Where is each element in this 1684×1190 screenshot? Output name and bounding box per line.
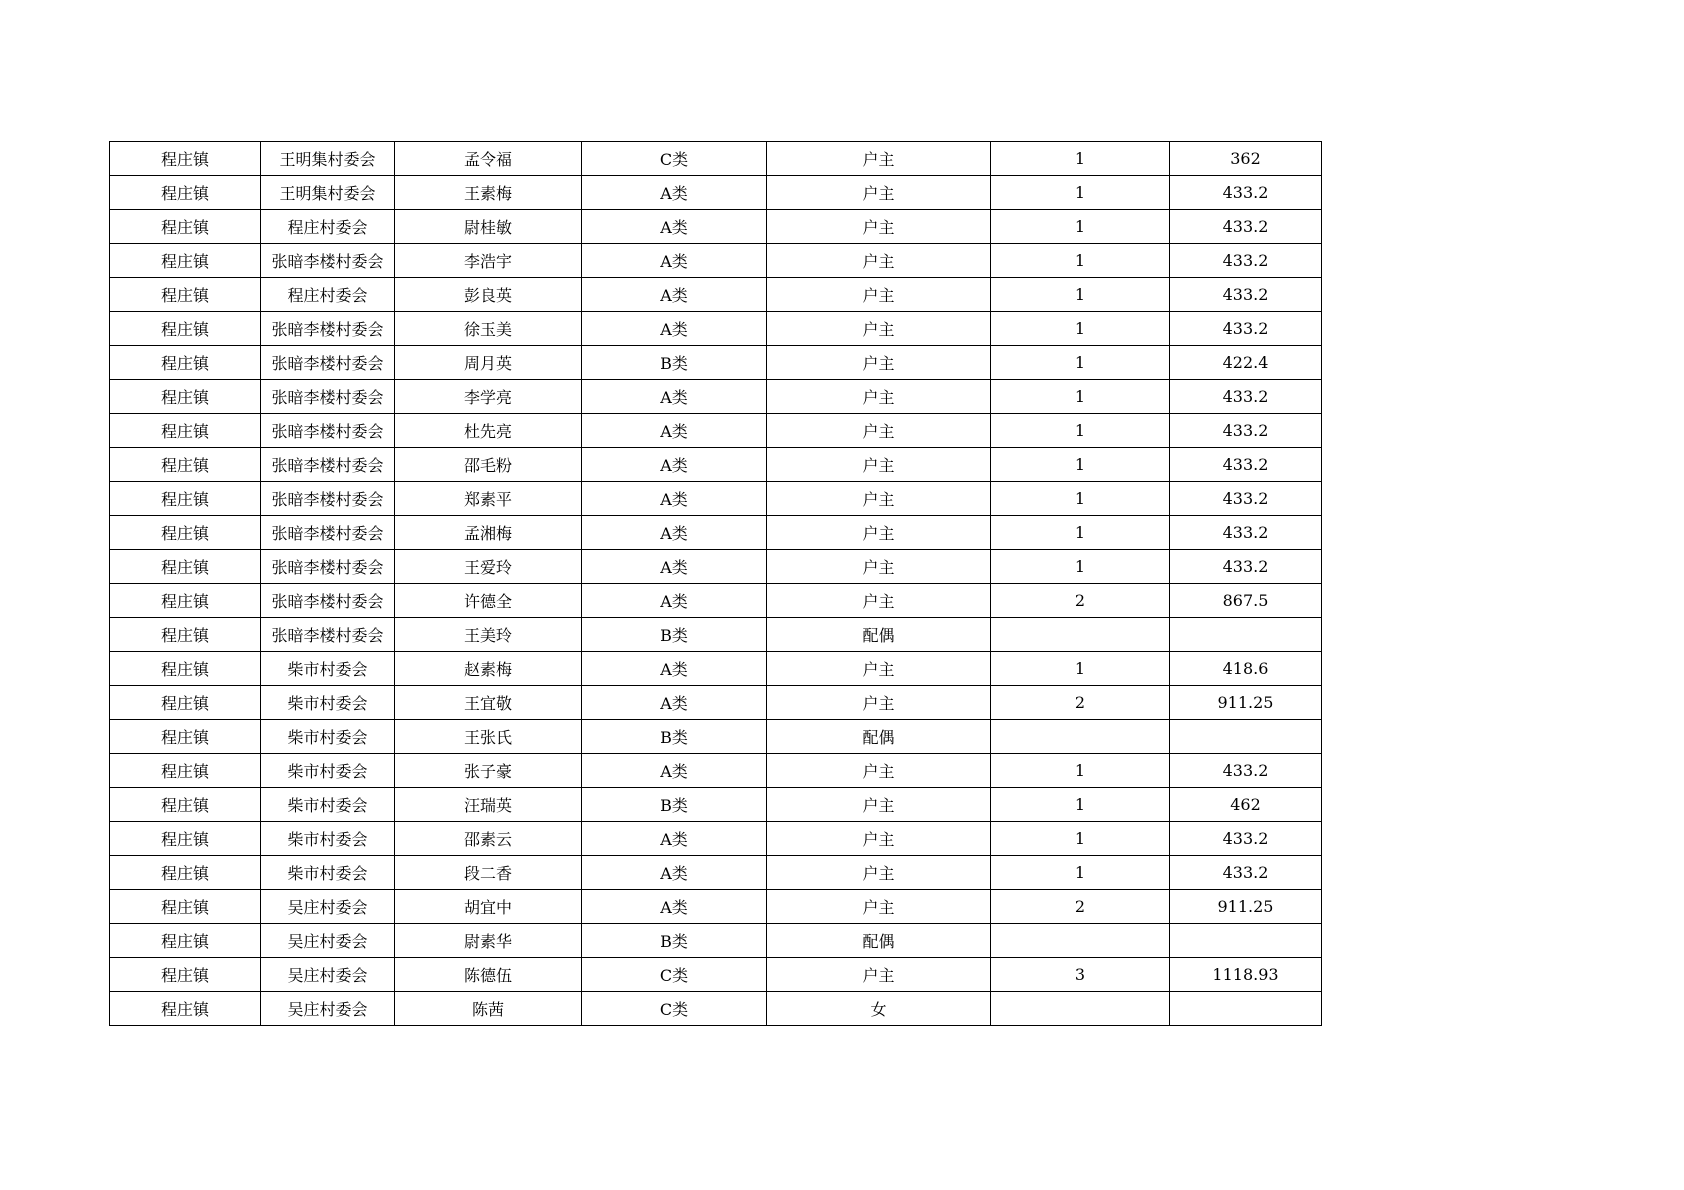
amount-cell: 433.2 (1170, 516, 1322, 550)
name-cell: 李浩宇 (395, 244, 582, 278)
village-committee-cell: 吴庄村委会 (261, 924, 395, 958)
village-committee-cell: 张暗李楼村委会 (261, 312, 395, 346)
table-row (110, 516, 1322, 550)
category-cell: C类 (582, 992, 767, 1026)
name-cell: 王爱玲 (395, 550, 582, 584)
relationship-cell: 配偶 (767, 720, 991, 754)
name-cell: 李学亮 (395, 380, 582, 414)
town-cell: 程庄镇 (110, 754, 261, 788)
amount-cell (1170, 992, 1322, 1026)
town-cell: 程庄镇 (110, 244, 261, 278)
household-size-cell: 1 (991, 754, 1170, 788)
household-size-cell: 3 (991, 958, 1170, 992)
category-cell: B类 (582, 924, 767, 958)
name-cell: 彭良英 (395, 278, 582, 312)
category-cell: A类 (582, 414, 767, 448)
name-cell: 王宜敬 (395, 686, 582, 720)
amount-cell: 362 (1170, 142, 1322, 176)
household-size-cell: 2 (991, 890, 1170, 924)
relationship-cell: 户主 (767, 244, 991, 278)
table-row (110, 958, 1322, 992)
category-cell: A类 (582, 754, 767, 788)
relationship-cell: 配偶 (767, 618, 991, 652)
town-cell: 程庄镇 (110, 176, 261, 210)
relationship-cell: 户主 (767, 380, 991, 414)
household-size-cell: 1 (991, 856, 1170, 890)
amount-cell: 911.25 (1170, 686, 1322, 720)
name-cell: 王素梅 (395, 176, 582, 210)
amount-cell: 433.2 (1170, 312, 1322, 346)
data-table (109, 141, 1322, 1026)
town-cell: 程庄镇 (110, 380, 261, 414)
name-cell: 杜先亮 (395, 414, 582, 448)
amount-cell: 1118.93 (1170, 958, 1322, 992)
category-cell: A类 (582, 482, 767, 516)
relationship-cell: 户主 (767, 142, 991, 176)
household-size-cell: 2 (991, 584, 1170, 618)
amount-cell: 433.2 (1170, 244, 1322, 278)
category-cell: C类 (582, 142, 767, 176)
village-committee-cell: 张暗李楼村委会 (261, 550, 395, 584)
table-row (110, 754, 1322, 788)
name-cell: 邵素云 (395, 822, 582, 856)
village-committee-cell: 柴市村委会 (261, 754, 395, 788)
town-cell: 程庄镇 (110, 992, 261, 1026)
town-cell: 程庄镇 (110, 822, 261, 856)
relationship-cell: 户主 (767, 210, 991, 244)
name-cell: 尉桂敏 (395, 210, 582, 244)
name-cell: 郑素平 (395, 482, 582, 516)
amount-cell (1170, 924, 1322, 958)
category-cell: B类 (582, 346, 767, 380)
town-cell: 程庄镇 (110, 618, 261, 652)
table-row (110, 924, 1322, 958)
table-row (110, 618, 1322, 652)
amount-cell: 867.5 (1170, 584, 1322, 618)
relationship-cell: 户主 (767, 176, 991, 210)
category-cell: A类 (582, 312, 767, 346)
table-row (110, 244, 1322, 278)
table-row (110, 482, 1322, 516)
table-row (110, 414, 1322, 448)
town-cell: 程庄镇 (110, 312, 261, 346)
household-size-cell: 1 (991, 550, 1170, 584)
table-row (110, 652, 1322, 686)
name-cell: 徐玉美 (395, 312, 582, 346)
category-cell: A类 (582, 244, 767, 278)
village-committee-cell: 程庄村委会 (261, 278, 395, 312)
table-row (110, 788, 1322, 822)
category-cell: B类 (582, 788, 767, 822)
amount-cell: 433.2 (1170, 754, 1322, 788)
table-row (110, 856, 1322, 890)
relationship-cell: 户主 (767, 856, 991, 890)
town-cell: 程庄镇 (110, 686, 261, 720)
category-cell: A类 (582, 856, 767, 890)
category-cell: B类 (582, 720, 767, 754)
relationship-cell: 户主 (767, 448, 991, 482)
amount-cell: 433.2 (1170, 550, 1322, 584)
relationship-cell: 户主 (767, 482, 991, 516)
table-row (110, 550, 1322, 584)
category-cell: A类 (582, 448, 767, 482)
category-cell: A类 (582, 278, 767, 312)
category-cell: A类 (582, 652, 767, 686)
household-size-cell (991, 924, 1170, 958)
village-committee-cell: 王明集村委会 (261, 176, 395, 210)
name-cell: 孟令福 (395, 142, 582, 176)
household-size-cell: 1 (991, 822, 1170, 856)
village-committee-cell: 柴市村委会 (261, 856, 395, 890)
category-cell: A类 (582, 686, 767, 720)
relationship-cell: 户主 (767, 550, 991, 584)
village-committee-cell: 柴市村委会 (261, 652, 395, 686)
category-cell: A类 (582, 210, 767, 244)
village-committee-cell: 张暗李楼村委会 (261, 380, 395, 414)
village-committee-cell: 张暗李楼村委会 (261, 244, 395, 278)
table-row (110, 346, 1322, 380)
amount-cell: 433.2 (1170, 414, 1322, 448)
amount-cell (1170, 720, 1322, 754)
town-cell: 程庄镇 (110, 448, 261, 482)
name-cell: 汪瑞英 (395, 788, 582, 822)
village-committee-cell: 柴市村委会 (261, 720, 395, 754)
relationship-cell: 户主 (767, 346, 991, 380)
household-size-cell: 1 (991, 482, 1170, 516)
name-cell: 陈茜 (395, 992, 582, 1026)
relationship-cell: 户主 (767, 312, 991, 346)
amount-cell: 433.2 (1170, 278, 1322, 312)
relationship-cell: 户主 (767, 516, 991, 550)
household-size-cell: 1 (991, 142, 1170, 176)
amount-cell: 433.2 (1170, 210, 1322, 244)
name-cell: 王张氏 (395, 720, 582, 754)
table-row (110, 992, 1322, 1026)
table-row (110, 448, 1322, 482)
household-size-cell: 1 (991, 244, 1170, 278)
amount-cell (1170, 618, 1322, 652)
household-size-cell: 1 (991, 448, 1170, 482)
town-cell: 程庄镇 (110, 788, 261, 822)
category-cell: A类 (582, 516, 767, 550)
name-cell: 邵毛粉 (395, 448, 582, 482)
category-cell: A类 (582, 176, 767, 210)
name-cell: 段二香 (395, 856, 582, 890)
amount-cell: 433.2 (1170, 380, 1322, 414)
table-row (110, 720, 1322, 754)
amount-cell: 433.2 (1170, 482, 1322, 516)
table-row (110, 312, 1322, 346)
relationship-cell: 户主 (767, 652, 991, 686)
household-size-cell (991, 720, 1170, 754)
table-row (110, 142, 1322, 176)
name-cell: 陈德伍 (395, 958, 582, 992)
amount-cell: 911.25 (1170, 890, 1322, 924)
village-committee-cell: 张暗李楼村委会 (261, 618, 395, 652)
relationship-cell: 户主 (767, 584, 991, 618)
relationship-cell: 配偶 (767, 924, 991, 958)
town-cell: 程庄镇 (110, 278, 261, 312)
village-committee-cell: 张暗李楼村委会 (261, 516, 395, 550)
name-cell: 王美玲 (395, 618, 582, 652)
category-cell: A类 (582, 890, 767, 924)
town-cell: 程庄镇 (110, 652, 261, 686)
relationship-cell: 户主 (767, 686, 991, 720)
category-cell: C类 (582, 958, 767, 992)
name-cell: 许德全 (395, 584, 582, 618)
town-cell: 程庄镇 (110, 346, 261, 380)
household-size-cell: 1 (991, 278, 1170, 312)
household-size-cell: 1 (991, 210, 1170, 244)
village-committee-cell: 吴庄村委会 (261, 958, 395, 992)
town-cell: 程庄镇 (110, 414, 261, 448)
relationship-cell: 女 (767, 992, 991, 1026)
village-committee-cell: 柴市村委会 (261, 686, 395, 720)
table-row (110, 278, 1322, 312)
table-row (110, 822, 1322, 856)
relationship-cell: 户主 (767, 278, 991, 312)
amount-cell: 422.4 (1170, 346, 1322, 380)
relationship-cell: 户主 (767, 414, 991, 448)
town-cell: 程庄镇 (110, 958, 261, 992)
household-size-cell: 1 (991, 414, 1170, 448)
amount-cell: 433.2 (1170, 176, 1322, 210)
village-committee-cell: 柴市村委会 (261, 822, 395, 856)
village-committee-cell: 张暗李楼村委会 (261, 346, 395, 380)
town-cell: 程庄镇 (110, 210, 261, 244)
table-row (110, 176, 1322, 210)
household-size-cell (991, 992, 1170, 1026)
town-cell: 程庄镇 (110, 856, 261, 890)
table-row (110, 380, 1322, 414)
household-size-cell: 1 (991, 652, 1170, 686)
name-cell: 赵素梅 (395, 652, 582, 686)
name-cell: 孟湘梅 (395, 516, 582, 550)
relationship-cell: 户主 (767, 788, 991, 822)
category-cell: A类 (582, 584, 767, 618)
name-cell: 尉素华 (395, 924, 582, 958)
relationship-cell: 户主 (767, 890, 991, 924)
amount-cell: 433.2 (1170, 448, 1322, 482)
household-size-cell: 1 (991, 788, 1170, 822)
village-committee-cell: 王明集村委会 (261, 142, 395, 176)
category-cell: A类 (582, 380, 767, 414)
town-cell: 程庄镇 (110, 482, 261, 516)
table-row (110, 890, 1322, 924)
town-cell: 程庄镇 (110, 516, 261, 550)
household-size-cell: 1 (991, 346, 1170, 380)
household-size-cell: 1 (991, 312, 1170, 346)
table-body (110, 142, 1322, 1026)
name-cell: 周月英 (395, 346, 582, 380)
household-size-cell: 2 (991, 686, 1170, 720)
household-size-cell: 1 (991, 516, 1170, 550)
relationship-cell: 户主 (767, 958, 991, 992)
table-row (110, 210, 1322, 244)
village-committee-cell: 张暗李楼村委会 (261, 414, 395, 448)
amount-cell: 433.2 (1170, 822, 1322, 856)
village-committee-cell: 张暗李楼村委会 (261, 584, 395, 618)
village-committee-cell: 张暗李楼村委会 (261, 482, 395, 516)
name-cell: 张子豪 (395, 754, 582, 788)
household-size-cell: 1 (991, 176, 1170, 210)
category-cell: A类 (582, 822, 767, 856)
relationship-cell: 户主 (767, 754, 991, 788)
amount-cell: 433.2 (1170, 856, 1322, 890)
household-size-cell (991, 618, 1170, 652)
amount-cell: 418.6 (1170, 652, 1322, 686)
amount-cell: 462 (1170, 788, 1322, 822)
town-cell: 程庄镇 (110, 142, 261, 176)
relationship-cell: 户主 (767, 822, 991, 856)
table-row (110, 686, 1322, 720)
table-row (110, 584, 1322, 618)
village-committee-cell: 柴市村委会 (261, 788, 395, 822)
household-size-cell: 1 (991, 380, 1170, 414)
category-cell: A类 (582, 550, 767, 584)
village-committee-cell: 吴庄村委会 (261, 992, 395, 1026)
town-cell: 程庄镇 (110, 890, 261, 924)
town-cell: 程庄镇 (110, 550, 261, 584)
village-committee-cell: 吴庄村委会 (261, 890, 395, 924)
town-cell: 程庄镇 (110, 584, 261, 618)
village-committee-cell: 张暗李楼村委会 (261, 448, 395, 482)
category-cell: B类 (582, 618, 767, 652)
town-cell: 程庄镇 (110, 924, 261, 958)
name-cell: 胡宜中 (395, 890, 582, 924)
town-cell: 程庄镇 (110, 720, 261, 754)
village-committee-cell: 程庄村委会 (261, 210, 395, 244)
